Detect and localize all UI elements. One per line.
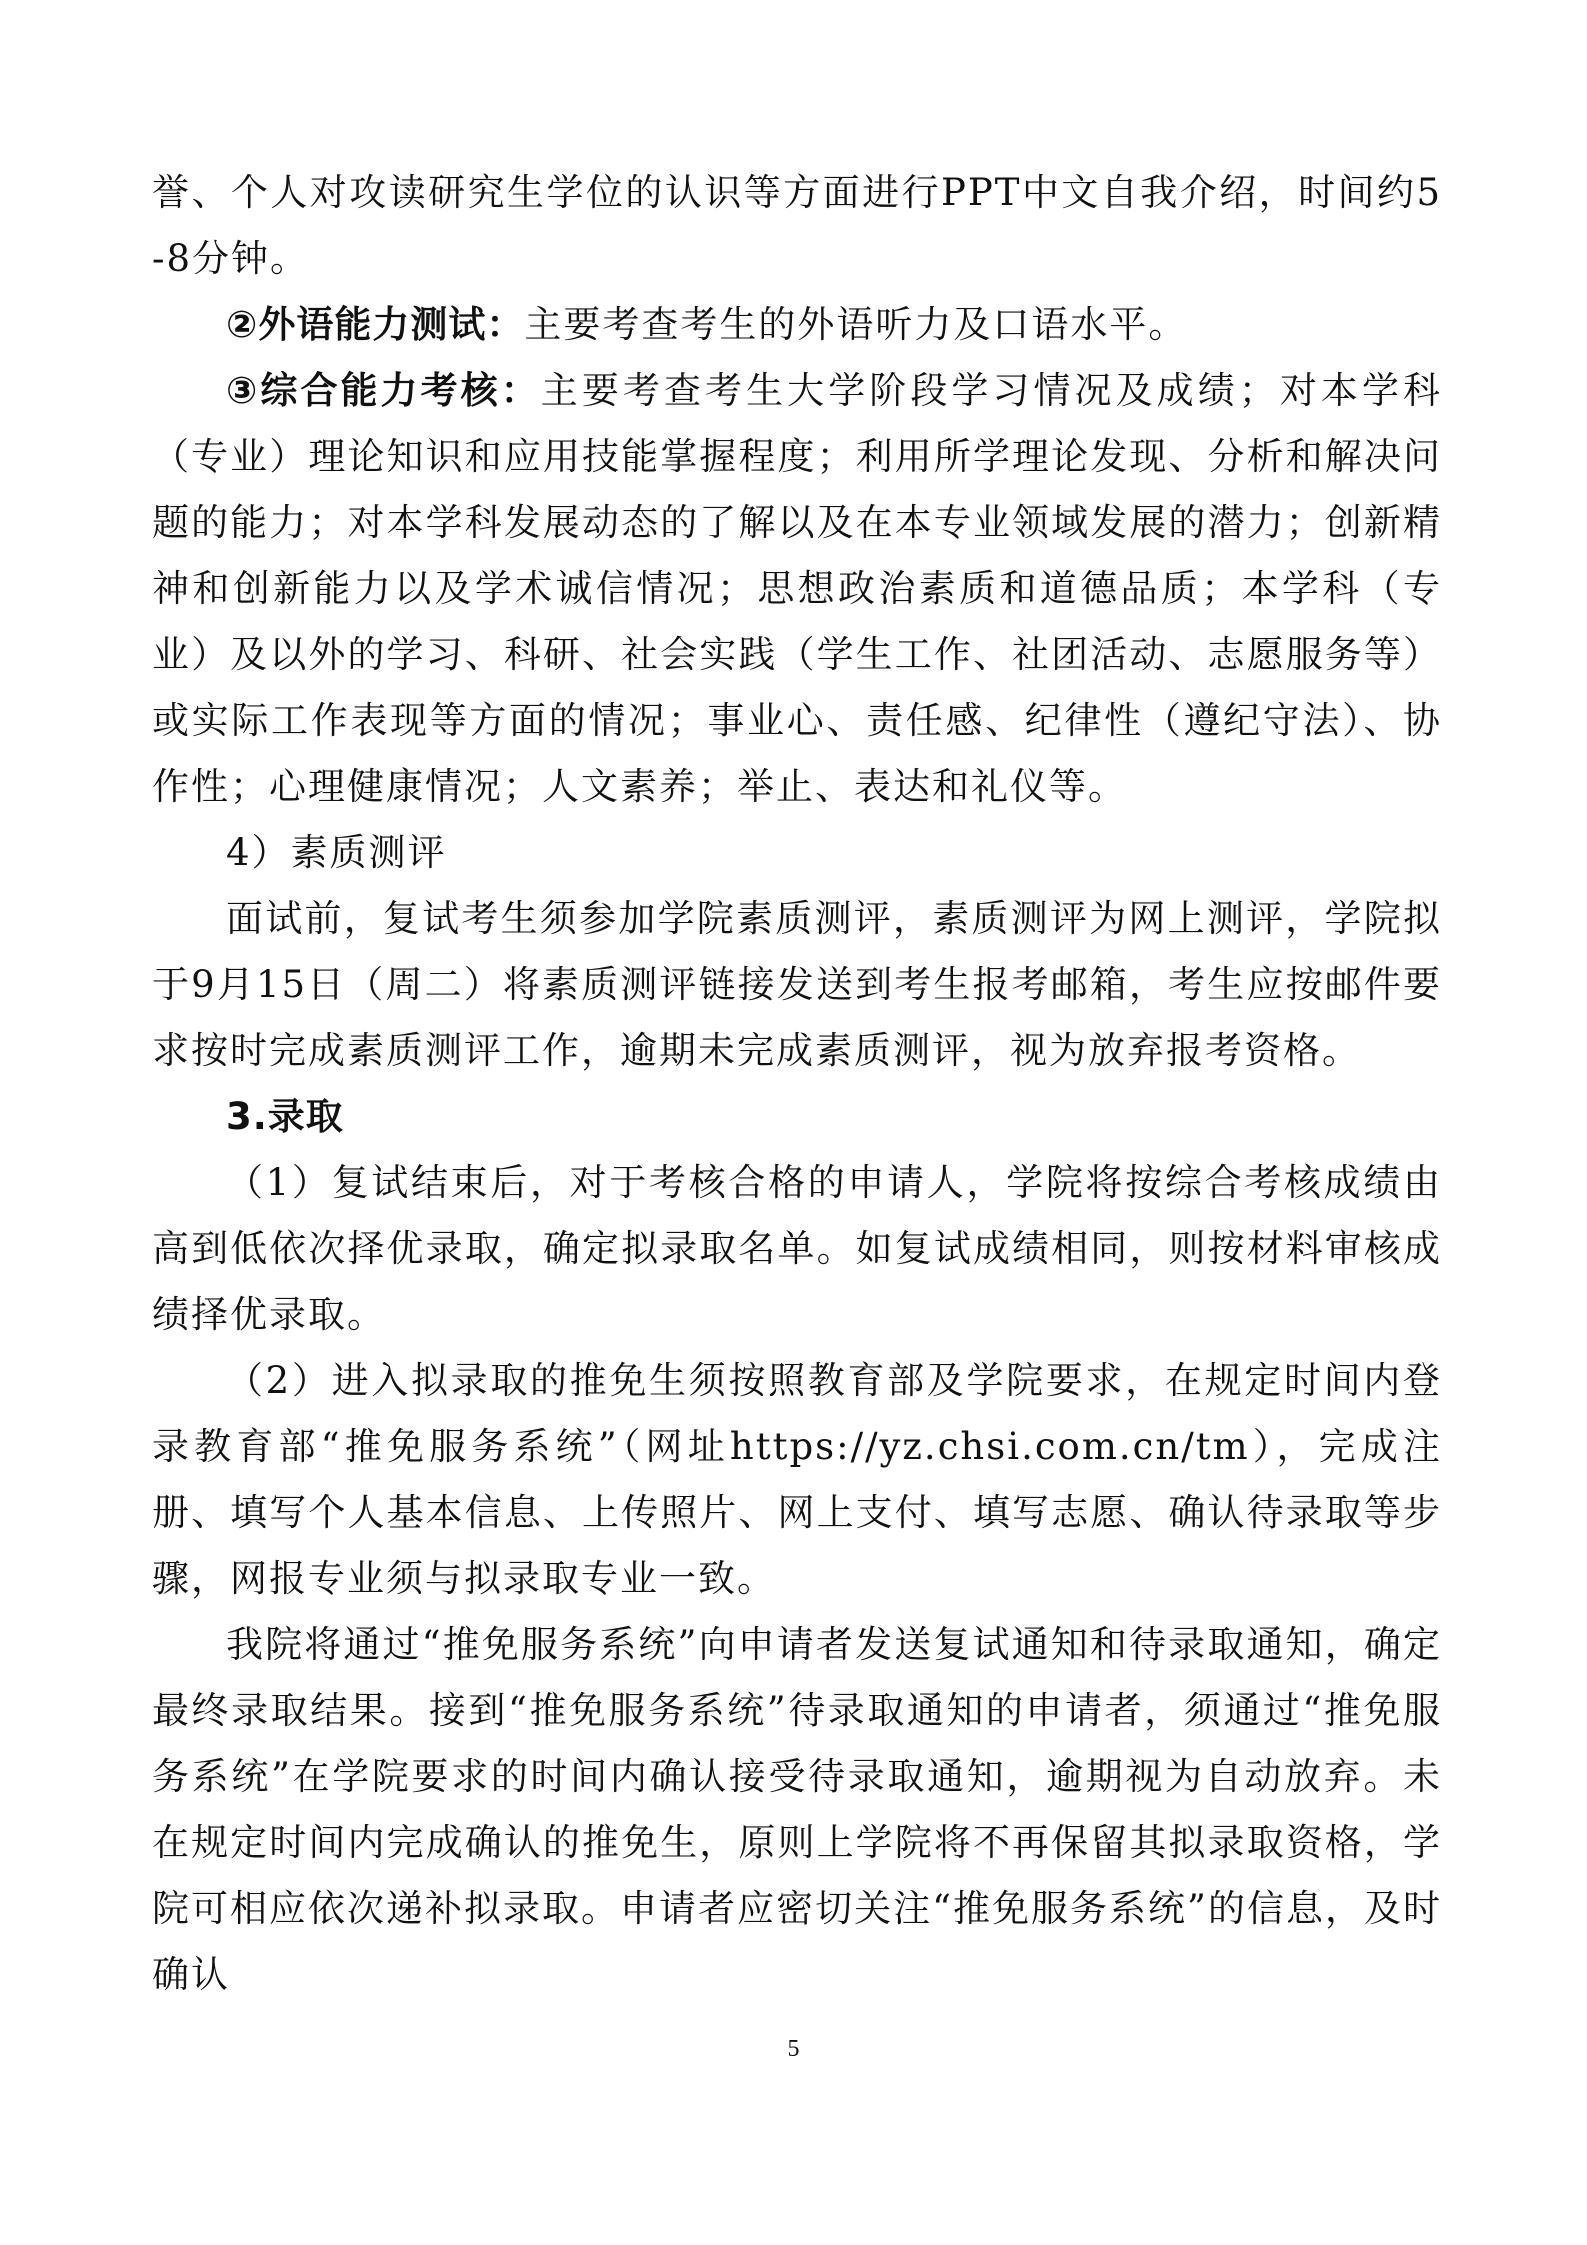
paragraph-text: 4）素质测评 [226,831,447,874]
paragraph-text: 我院将通过“推免服务系统”向申请者发送复试通知和待录取通知，确定最终录取结果。接到“推免服务系统”待录取通知的申请者，须通过“推免服务系统”在学院要求的时间内确认接受待录取通知，逾期视为自动放弃。未在规定时间内完成确认的推免生，原则上学院将不再保留其拟录取资格，学院可相应依次递补拟录取。申请者应密切关注“推免服务系统”的信息，及时确认 [152,1623,1442,1996]
paragraph-intro-continuation [152,160,1442,292]
page-number: 5 [787,2036,800,2062]
section-heading-quality-evaluation [152,820,1442,886]
paragraph-admission-1 [152,1150,1442,1348]
paragraph-text: （2）进入拟录取的推免生须按照教育部及学院要求，在规定时间内登录教育部“推免服务系统”（网址https://yz.chsi.com.cn/tm），完成注册、填写个人基本信息、上传照片、网上支付、填写志愿、确认待录取等步骤，网报专业须与拟录取专业一致。 [152,1359,1442,1600]
paragraph-text: 主要考查考生的外语听力及口语水平。 [524,303,1188,346]
paragraph-text: 主要考查考生大学阶段学习情况及成绩；对本学科（专业）理论知识和应用技能掌握程度；利用所学理论发现、分析和解决问题的能力；对本学科发展动态的了解以及在本专业领域发展的潜力；创新精神和创新能力以及学术诚信情况；思想政治素质和道德品质；本学科（专业）及以外的学习、科研、社会实践（学生工作、社团活动、志愿服务等）或实际工作表现等方面的情况；事业心、责任感、纪律性（遵纪守法）、协作性；心理健康情况；人文素养；举止、表达和礼仪等。 [152,369,1443,808]
paragraph-heading: ②外语能力测试： [226,303,525,346]
paragraph-admission-2 [152,1348,1442,1612]
document-body [152,160,1442,2008]
paragraph-text: 面试前，复试考生须参加学院素质测评，素质测评为网上测评，学院拟于9月15日（周二）将素质测评链接发送到考生报考邮箱，考生应按邮件要求按时完成素质测评工作，逾期未完成素质测评，视为放弃报考资格。 [152,897,1442,1072]
paragraph-heading: ③综合能力考核： [226,369,541,412]
paragraph-text: （1）复试结束后，对于考核合格的申请人，学院将按综合考核成绩由高到低依次择优录取，确定拟录取名单。如复试成绩相同，则按材料审核成绩择优录取。 [152,1161,1442,1336]
paragraph-foreign-language-test [152,292,1442,358]
paragraph-text: 誉、个人对攻读研究生学位的认识等方面进行PPT中文自我介绍，时间约5-8分钟。 [152,171,1442,280]
paragraph-admission-notice [152,1612,1442,2008]
paragraph-quality-evaluation [152,886,1442,1084]
paragraph-comprehensive-assessment [152,358,1442,820]
section-heading-admission [152,1084,1442,1150]
paragraph-heading: 3.录取 [226,1095,344,1138]
